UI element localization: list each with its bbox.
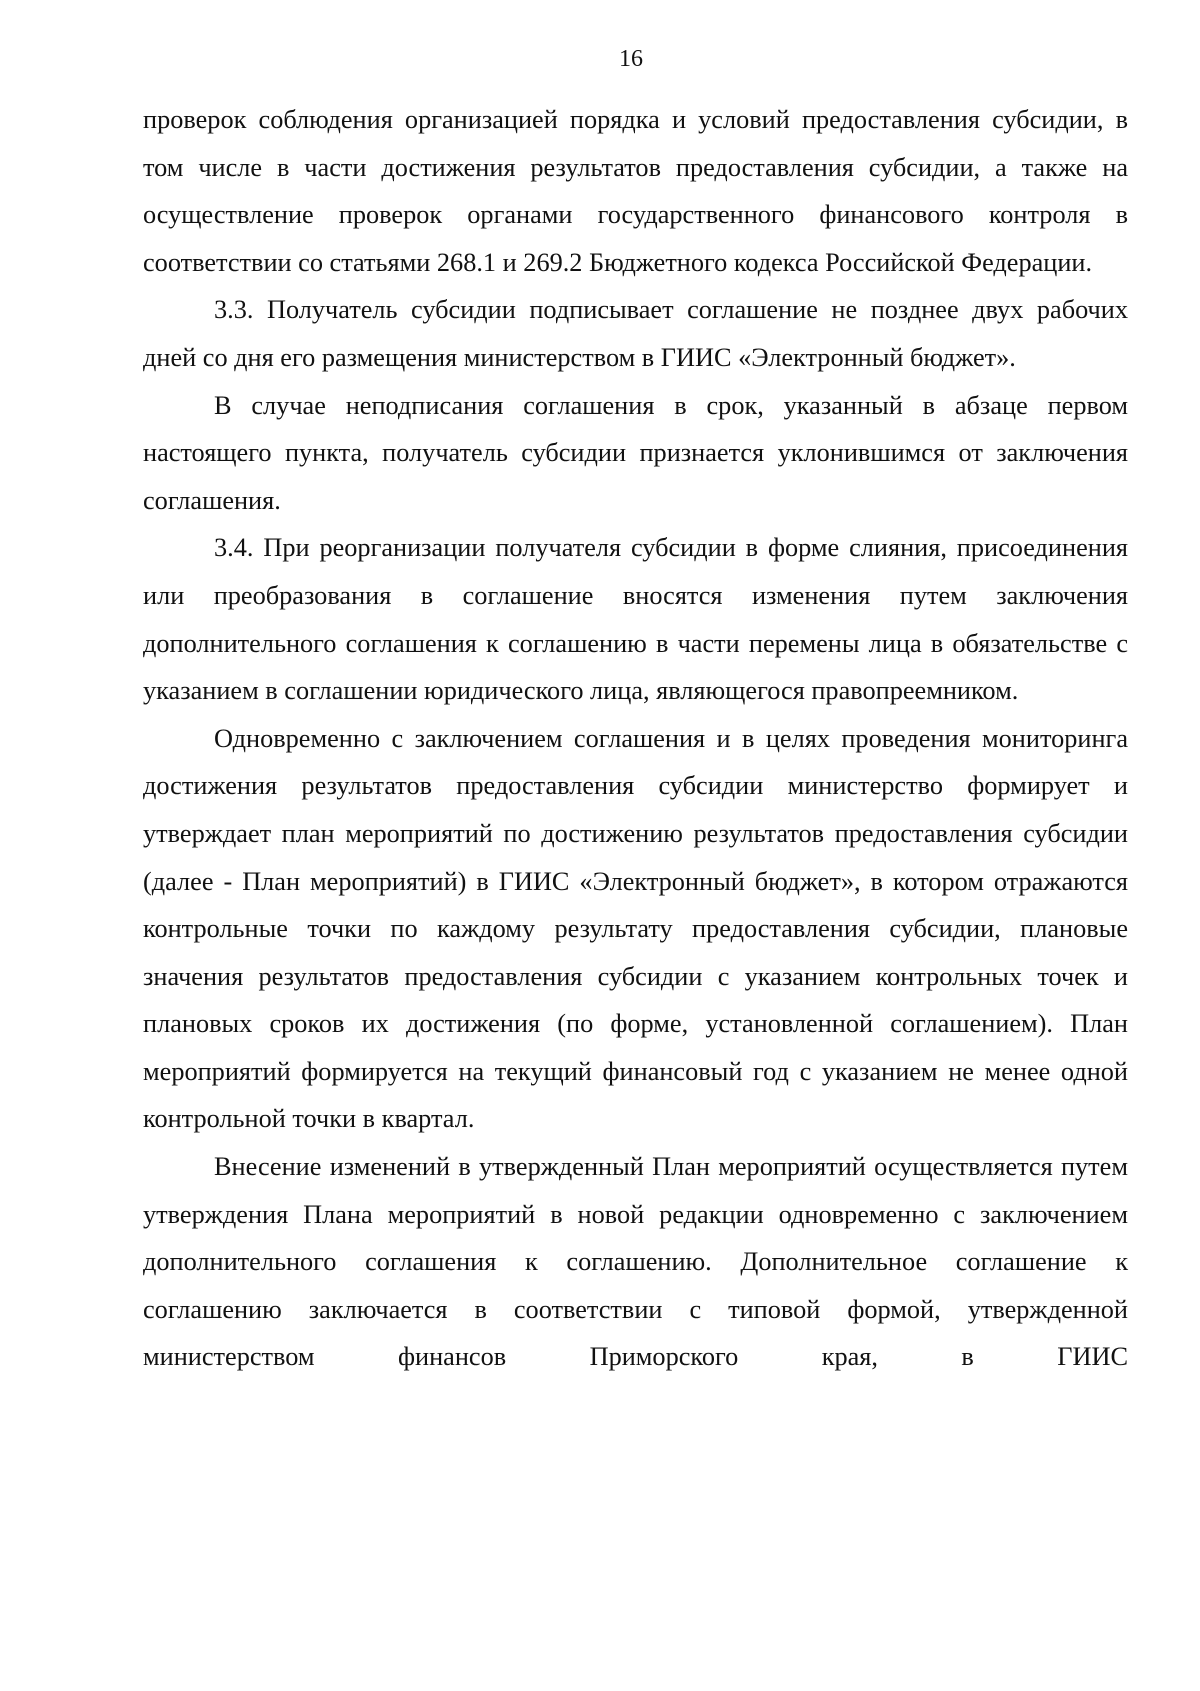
page-number: 16 (619, 46, 643, 72)
paragraph-plan-changes: Внесение изменений в утвержденный План мероприятий осуществляется путем утверждения Плана мероприятий в новой редакции одновременно с заключением дополнительного соглашения к соглашению. Дополнительное соглашение к соглашению заключается в соответствии с типовой формой, утвержденной министерством финансов Приморского края, в ГИИС (143, 1152, 1128, 1372)
document-body (143, 96, 1128, 1381)
paragraph-unsigned-agreement: В случае неподписания соглашения в срок, указанный в абзаце первом настоящего пункта, получатель субсидии признается уклонившимся от заключения соглашения. (143, 390, 1128, 515)
paragraph-continuation: проверок соблюдения организацией порядка и условий предоставления субсидии, в том числе в части достижения результатов предоставления субсидии, а также на осуществление проверок органами государственного финансового контроля в соответствии со статьями 268.1 и 269.2 Бюджетного кодекса Российской Федерации. (143, 105, 1128, 277)
paragraph-monitoring-plan: Одновременно с заключением соглашения и в целях проведения мониторинга достижения результатов предоставления субсидии министерство формирует и утверждает план мероприятий по достижению результатов предоставления субсидии (далее - План мероприятий) в ГИИС «Электронный бюджет», в котором отражаются контрольные точки по каждому результату предоставления субсидии, плановые значения результатов предоставления субсидии с указанием контрольных точек и плановых сроков их достижения (по форме, установленной соглашением). План мероприятий формируется на текущий финансовый год с указанием не менее одной контрольной точки в квартал. (143, 723, 1128, 1134)
paragraph-3-4: 3.4. При реорганизации получателя субсидии в форме слияния, присоединения или преобразования в соглашение вносятся изменения путем заключения дополнительного соглашения к соглашению в части перемены лица в обязательстве с указанием в соглашении юридического лица, являющегося правопреемником. (143, 533, 1128, 706)
paragraph-3-3: 3.3. Получатель субсидии подписывает соглашение не позднее двух рабочих дней со дня его размещения министерством в ГИИС «Электронный бюджет». (143, 295, 1128, 372)
